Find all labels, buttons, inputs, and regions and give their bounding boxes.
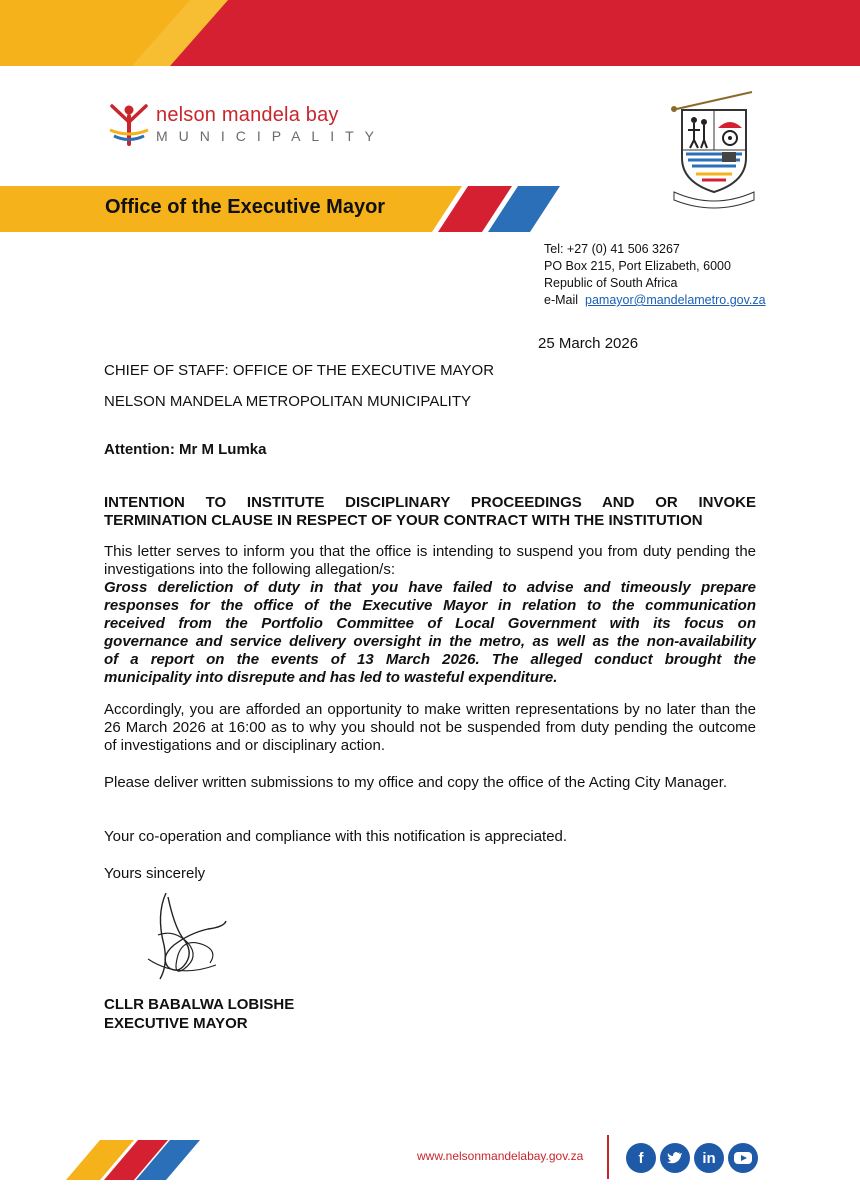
office-title: Office of the Executive Mayor bbox=[105, 196, 386, 218]
top-colour-band bbox=[0, 0, 860, 70]
paragraph-cooperation: Your co-operation and compliance with this notification is appreciated. bbox=[104, 828, 568, 845]
letter-subject bbox=[104, 494, 756, 530]
closing-salutation: Yours sincerely bbox=[104, 865, 206, 882]
allegation-text bbox=[104, 579, 756, 687]
signatory-name: CLLR BABALWA LOBISHE bbox=[104, 996, 295, 1013]
footer-divider bbox=[607, 1135, 609, 1179]
coat-of-arms bbox=[668, 88, 760, 212]
contact-country: Republic of South Africa bbox=[544, 276, 678, 290]
allegation-line: responses for the office of the Executive Mayor in relation to the communication bbox=[104, 597, 756, 614]
municipality-logo bbox=[106, 100, 385, 152]
footer-website-link[interactable]: www.nelsonmandelabay.gov.za bbox=[417, 1149, 584, 1163]
subject-line-2: TERMINATION CLAUSE IN RESPECT OF YOUR CONTRACT WITH THE INSTITUTION bbox=[104, 512, 703, 529]
footer-colour-stripes bbox=[60, 1140, 200, 1180]
allegation-line: municipality into disrepute and has led to wasteful expenditure. bbox=[104, 669, 558, 686]
recipient-line-1: CHIEF OF STAFF: OFFICE OF THE EXECUTIVE MAYOR bbox=[104, 362, 495, 379]
logo-figure-icon bbox=[106, 100, 152, 148]
signatory-title: EXECUTIVE MAYOR bbox=[104, 1015, 248, 1032]
recipient-line-2: NELSON MANDELA METROPOLITAN MUNICIPALITY bbox=[104, 393, 472, 410]
contact-po-box: PO Box 215, Port Elizabeth, 6000 bbox=[544, 259, 731, 273]
paragraph-representations: Accordingly, you are afforded an opportunity to make written representations by no later than the 26 March 2026 at 16:00 as to why you should not be suspended from duty pending the outcome of investigations and or disciplinary action. bbox=[104, 701, 756, 754]
contact-email-label: e-Mail bbox=[544, 293, 579, 307]
allegation-line: of a report on the events of 13 March 2026. The alleged conduct brought the bbox=[104, 651, 756, 668]
handwritten-signature bbox=[138, 885, 238, 985]
paragraph-intro: This letter serves to inform you that the office is intending to suspend you from duty pending the investigations into the following allegation/s: bbox=[104, 543, 756, 578]
twitter-icon[interactable] bbox=[660, 1143, 690, 1173]
allegation-line: governance and service delivery oversight in the metro, as well as the non-availability bbox=[104, 633, 756, 650]
contact-email-row bbox=[544, 292, 766, 309]
contact-tel: Tel: +27 (0) 41 506 3267 bbox=[544, 242, 680, 256]
logo-subtitle-text: MUNICIPALITY bbox=[156, 128, 385, 144]
allegation-line: received from the Portfolio Committee of Local Government with its focus on bbox=[104, 615, 756, 632]
allegation-line: Gross dereliction of duty in that you have failed to advise and timeously prepare bbox=[104, 579, 756, 596]
youtube-icon[interactable] bbox=[728, 1143, 758, 1173]
letter-date: 25 March 2026 bbox=[538, 335, 639, 352]
subject-line-1: INTENTION TO INSTITUTE DISCIPLINARY PROCEEDINGS AND OR INVOKE bbox=[104, 494, 756, 511]
contact-email-link[interactable]: pamayor@mandelametro.gov.za bbox=[585, 293, 766, 307]
social-media-icons bbox=[626, 1143, 758, 1173]
facebook-icon[interactable]: f bbox=[626, 1143, 656, 1173]
contact-block bbox=[544, 241, 766, 309]
linkedin-icon[interactable]: in bbox=[694, 1143, 724, 1173]
paragraph-submissions: Please deliver written submissions to my office and copy the office of the Acting City Manager. bbox=[104, 774, 728, 791]
logo-name-text: nelson mandela bay bbox=[156, 104, 339, 126]
attention-line: Attention: Mr M Lumka bbox=[104, 441, 267, 458]
